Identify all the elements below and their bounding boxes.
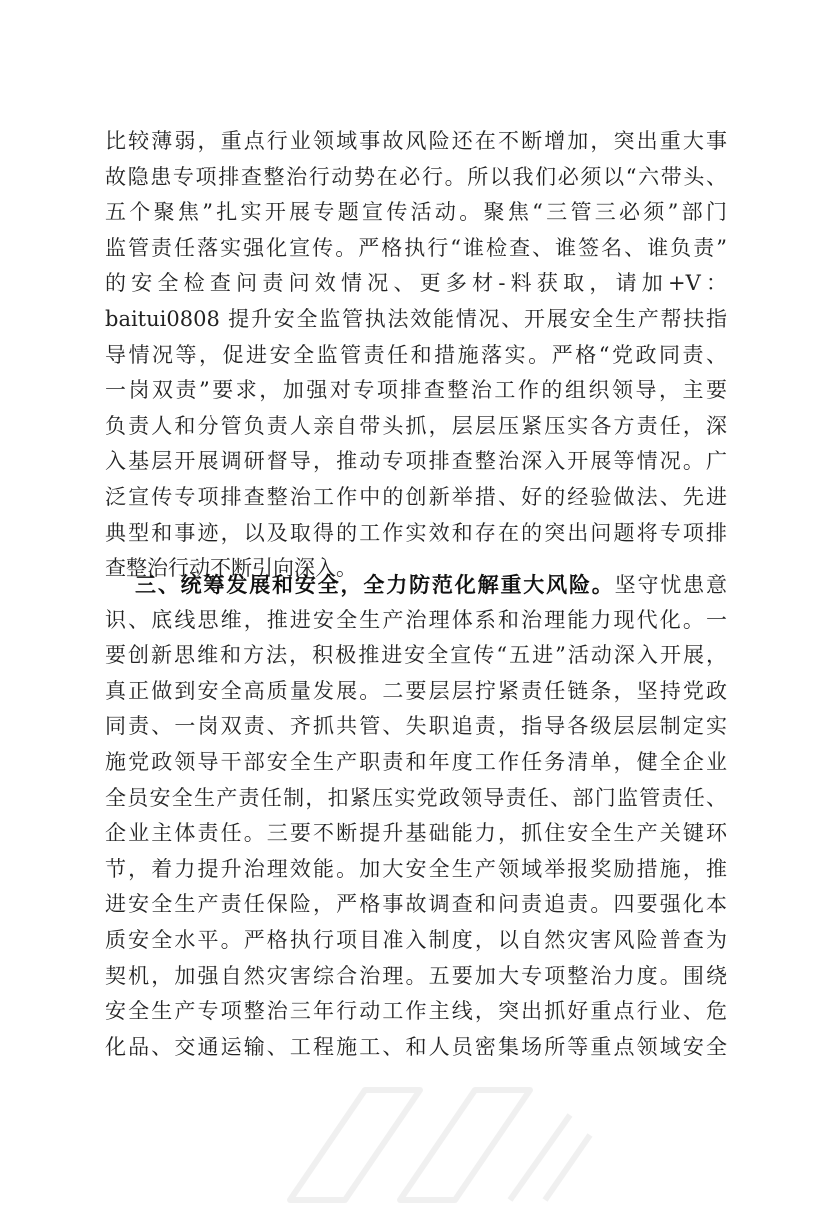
text-line: 识、底线思维，推进安全生产治理体系和治理能力现代化。一 (105, 607, 727, 632)
text-line: 安全生产专项整治三年行动工作主线，突出抓好重点行业、危 (105, 999, 727, 1024)
text-line: 典型和事迹，以及取得的工作实效和存在的突出问题将专项排 (105, 520, 727, 545)
paragraph-2 (105, 567, 727, 1065)
text-line: 真正做到安全高质量发展。二要层层拧紧责任链条，坚持党政 (105, 678, 727, 703)
text-line: 的安全检查问责问效情况、更多材-料获取，请加+V： (105, 271, 727, 296)
text-line: 入基层开展调研督导，推动专项排查整治深入开展等情况。广 (105, 449, 727, 474)
text-line: 质安全水平。严格执行项目准入制度，以自然灾害风险普查为 (105, 927, 727, 952)
text-line: 比较薄弱，重点行业领域事故风险还在不断增加，突出重大事 (105, 129, 727, 153)
watermark-graphic (270, 1060, 600, 1220)
text-line: 负责人和分管负责人亲自带头抓，层层压紧压实各方责任，深 (105, 413, 727, 438)
text-line: 契机，加强自然灾害综合治理。五要加大专项整治力度。围绕 (105, 963, 727, 988)
watermark-stroke (510, 1115, 570, 1200)
text-line: baitui0808 提升安全监管执法效能情况、开展安全生产帮扶指 (105, 306, 727, 331)
text-line: 监管责任落实强化宣传。严格执行“谁检查、谁签名、谁负责” (105, 235, 727, 260)
text-line-heading (105, 567, 727, 603)
text-line: 同责、一岗双责、齐抓共管、失职追责，指导各级层层制定实 (105, 714, 727, 739)
text-line: 故隐患专项排查整治行动势在必行。所以我们必须以“六带头、 (105, 164, 727, 189)
text-line: 节，着力提升治理效能。加大安全生产领域举报奖励措施，推 (105, 856, 727, 881)
text-line: 一岗双责”要求，加强对专项排查整治工作的组织领导，主要 (105, 378, 727, 403)
text-line: 企业主体责任。三要不断提升基础能力，抓住安全生产关键环 (105, 821, 727, 846)
text-line: 导情况等，促进安全监管责任和措施落实。严格“党政同责、 (105, 342, 727, 367)
section-heading: 三、统筹发展和安全，全力防范化解重大风险。 (135, 572, 615, 597)
text-line: 泛宣传专项排查整治工作中的创新举措、好的经验做法、先进 (105, 484, 727, 509)
paragraph-1 (105, 124, 727, 587)
heading-line-rest: 坚守忧患意 (614, 573, 728, 597)
text-line: 查整治行动不断引向深入。 (105, 556, 357, 581)
watermark-shape (400, 1090, 530, 1200)
text-line: 全员安全生产责任制，扣紧压实党政领导责任、部门监管责任、 (105, 785, 727, 810)
text-line: 五个聚焦”扎实开展专题宣传活动。聚焦“三管三必须”部门 (105, 200, 727, 225)
text-line: 化品、交通运输、工程施工、和人员密集场所等重点领域安全 (105, 1034, 727, 1059)
text-line: 施党政领导干部安全生产职责和年度工作任务清单，健全企业 (105, 749, 727, 774)
watermark-shape (290, 1090, 420, 1200)
text-line: 进安全生产责任保险，严格事故调查和问责追责。四要强化本 (105, 892, 727, 917)
text-line: 要创新思维和方法，积极推进安全宣传“五进”活动深入开展， (105, 643, 727, 668)
